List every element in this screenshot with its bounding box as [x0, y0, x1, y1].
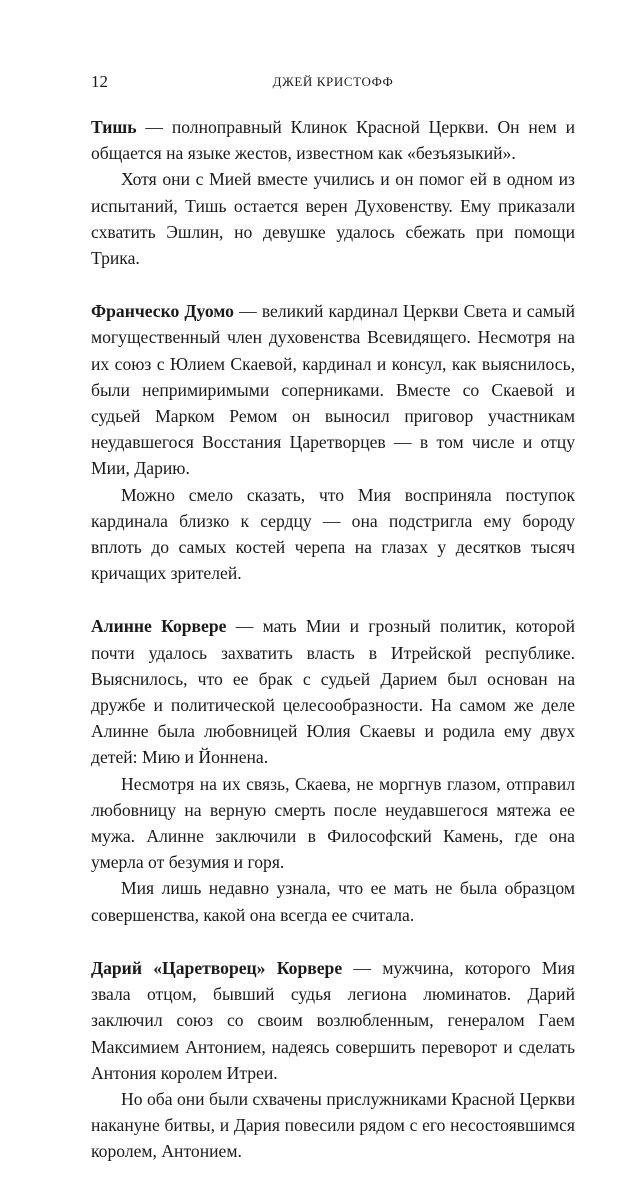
entry-name: Алинне Корвере	[91, 616, 227, 637]
page-number: 12	[91, 72, 108, 91]
entry-paragraph	[91, 955, 575, 1086]
entry-text: — мать Мии и грозный политик, которой почти удалось захватить власть в Итрейской республике. Выяснилось, что ее брак с судьей Дарием был основан на дружбе и политической целесообразности. На самом же деле Алинне была любовницей Юлия Скаевы и родила ему двух детей: Мию и Йоннена.	[91, 616, 575, 768]
entry-paragraph: Хотя они с Мией вместе учились и он помог ей в одном из испытаний, Тишь остается верен Духовенству. Ему приказали схватить Эшлин, но девушке удалось сбежать при помощи Трика.	[91, 169, 575, 269]
entry-name: Тишь	[91, 117, 137, 137]
entry-paragraph: Можно смело сказать, что Мия восприняла поступок кардинала близко к сердцу — она подстригла ему бороду вплоть до самых костей черепа на глазах у десятков тысяч кричащих зрителей.	[91, 484, 575, 584]
entry-paragraph: Несмотря на их связь, Скаева, не моргнув глазом, отправил любовницу на верную смерть после неудавшегося мятежа ее мужа. Алинне заключили в Философский Камень, где она умерла от безумия и горя.	[91, 773, 575, 873]
running-head: ДЖЕЙ КРИСТОФФ	[272, 74, 394, 89]
entry-darius	[91, 955, 575, 1165]
entry-paragraph	[91, 613, 575, 770]
entry-name: Дарий «Царетворец» Корвере	[91, 957, 343, 978]
book-page	[91, 72, 575, 1192]
entry-text: — великий кардинал Церкви Света и самый могущественный член духовенства Всевидящего. Несмотря на их союз с Юлием Скаевой, кардинал и консул, как выяснилось, были непримиримыми соперниками. Вместе со Скаевой и судьей Марком Ремом он выносил приговор участникам неудавшегося Восстания Царетворцев — в том числе и отцу Мии, Дарию.	[91, 301, 575, 479]
entry-paragraph	[91, 298, 575, 481]
entry-paragraph	[91, 114, 575, 166]
entry-alinne	[91, 613, 575, 927]
entry-name: Франческо Дуомо	[91, 301, 234, 322]
entry-duomo	[91, 298, 575, 586]
page-header	[91, 72, 575, 94]
entry-text: — мужчина, которого Мия звала отцом, бывший судья легиона люминатов. Дарий заключил союз со своим возлюбленным, генералом Гаем Максимием Антонием, надеясь совершить переворот и сделать Антония королем Итреи.	[91, 957, 575, 1083]
entry-paragraph: Но оба они были схвачены прислужниками Красной Церкви накануне битвы, и Дария повесили рядом с его несостоявшимся королем, Антонием.	[91, 1088, 575, 1162]
entry-paragraph: Мия лишь недавно узнала, что ее мать не была образцом совершенства, какой она всегда ее считала.	[91, 878, 575, 925]
entry-tish	[91, 114, 575, 271]
entry-text: — полноправный Клинок Красной Церкви. Он нем и общается на языке жестов, известном как «безъязыкий».	[91, 117, 575, 164]
